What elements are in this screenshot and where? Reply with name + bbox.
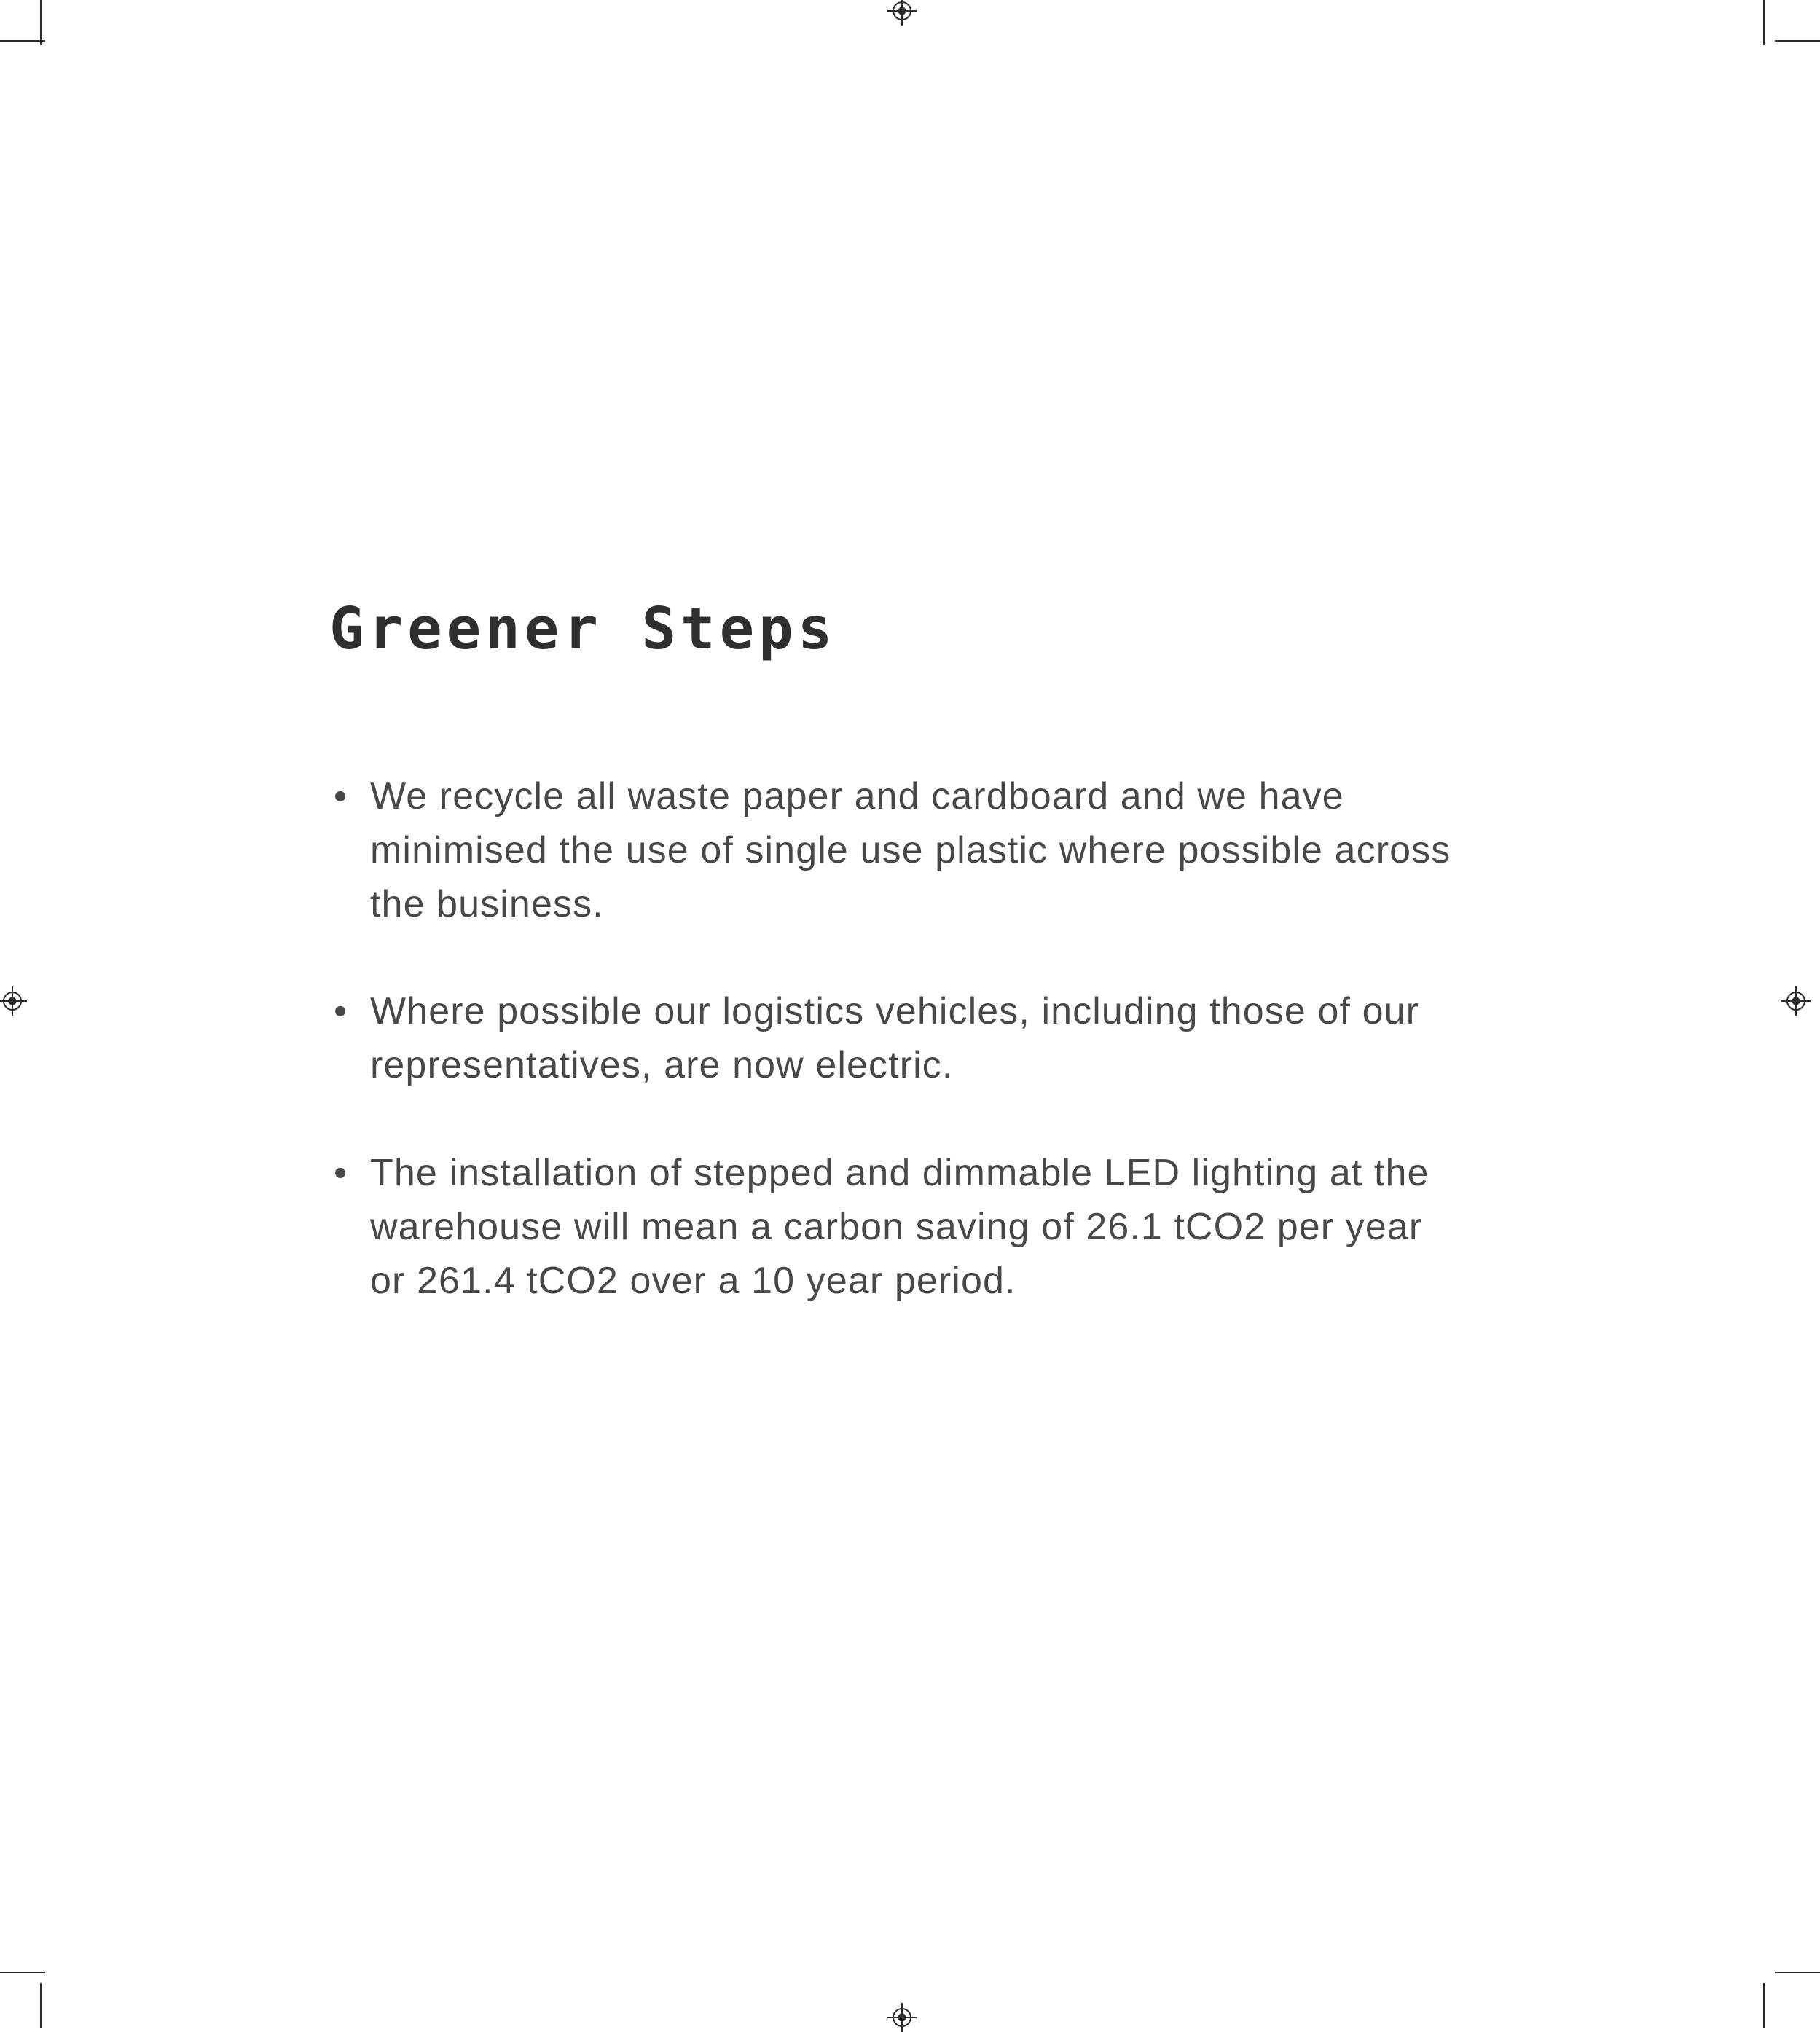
crop-mark-bottom-right-horizontal [1775,1972,1820,1973]
bullet-icon: • [334,990,348,1033]
bullet-icon: • [334,774,348,817]
registration-mark-right [1784,989,1808,1013]
bullet-icon: • [334,1152,348,1195]
list-item [329,985,1466,1093]
list-item-text: We recycle all waste paper and cardboard and we have minimised the use of single use plastic where possible across the business. [370,774,1451,925]
registration-mark-left [0,989,25,1013]
greener-steps-list [329,770,1466,1309]
crop-mark-top-left-horizontal [0,40,45,42]
crop-mark-top-left-vertical [40,0,42,45]
crop-mark-top-right-vertical [1763,0,1765,45]
list-item [329,1147,1466,1308]
crop-mark-bottom-left-horizontal [0,1972,45,1973]
crop-mark-top-right-horizontal [1775,40,1820,42]
list-item-text: The installation of stepped and dimmable LED lighting at the warehouse will mean a carbon saving of 26.1 tCO2 per year or 261.4 tCO2 over a 10 year period. [370,1152,1429,1302]
list-item [329,770,1466,931]
registration-mark-top [890,0,914,23]
content-area [329,597,1466,1309]
crop-mark-bottom-left-vertical [40,1983,42,2028]
list-item-text: Where possible our logistics vehicles, including those of our representatives, are now electric. [370,990,1420,1087]
crop-mark-bottom-right-vertical [1763,1983,1765,2028]
page-title: Greener Steps [329,595,837,662]
registration-mark-bottom [890,2005,914,2030]
